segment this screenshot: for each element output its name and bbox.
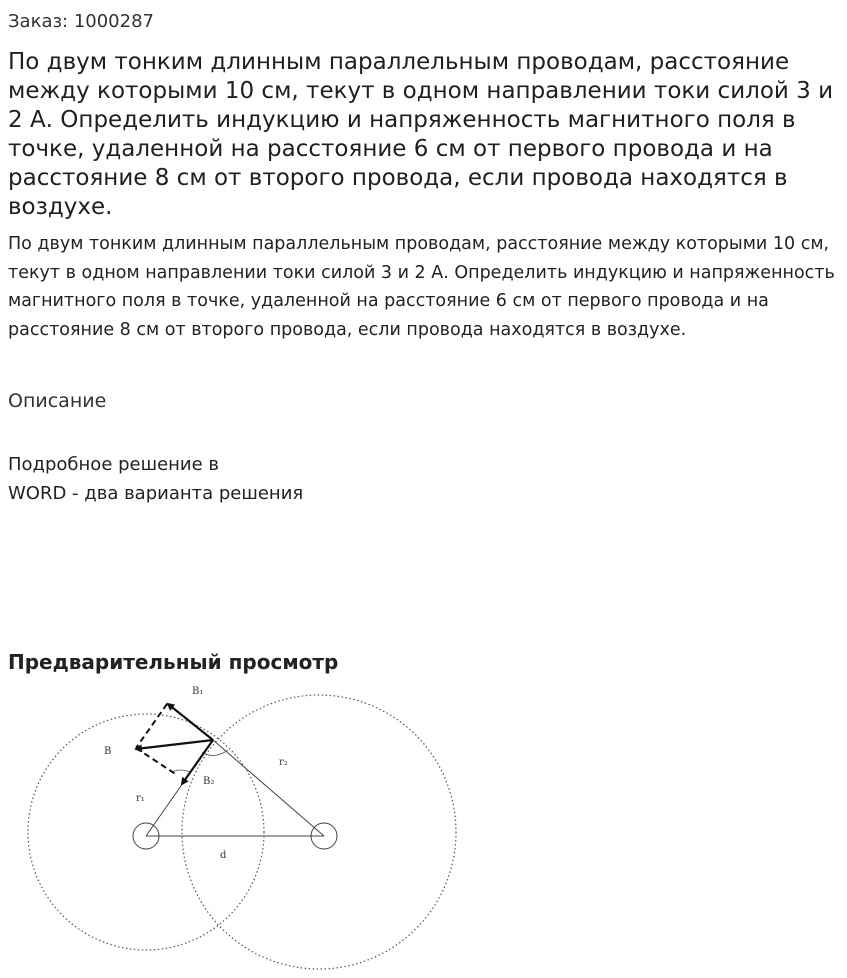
preview-heading: Предварительный просмотр [8, 650, 339, 674]
label-r2: r₂ [279, 757, 288, 768]
construction-dashed-2 [136, 748, 177, 775]
label-d: d [220, 850, 227, 861]
vector-b [136, 740, 213, 749]
problem-title: По двум тонким длинным параллельным проводам, расстояние между которыми 10 см, текут в одном направлении токи силой 3 и 2 А. Определить индукцию и напряженность магнитного поля в точке, удаленной на расстояние 6 см от первого провода и на расстояние 8 см от второго провода, если провода находятся в воздухе. [8, 49, 834, 220]
field-circle-wire-1 [28, 714, 264, 950]
label-b: B [104, 746, 112, 757]
solution-line-1: Подробное решение в [8, 454, 220, 475]
order-number: Заказ: 1000287 [8, 11, 154, 32]
construction-dashed-1 [136, 704, 167, 748]
label-b2: B₂ [203, 776, 215, 787]
radius-r2-line [213, 740, 324, 836]
vector-b1 [168, 704, 213, 740]
solution-note [8, 450, 303, 508]
label-r1: r₁ [136, 793, 145, 804]
label-b1: B₁ [192, 686, 204, 697]
magnetic-field-diagram [0, 680, 470, 978]
right-angle-arc [172, 770, 190, 772]
solution-line-2: WORD - два варианта решения [8, 483, 304, 504]
problem-description: По двум тонким длинным параллельным проводам, расстояние между которыми 10 см, текут в одном направлении токи силой 3 и 2 А. Определить индукцию и напряженность магнитного поля в точке, удаленной на расстояние 6 см от первого провода и на расстояние 8 см от второго провода, если провода находятся в воздухе. [8, 234, 835, 341]
description-heading: Описание [8, 390, 107, 412]
